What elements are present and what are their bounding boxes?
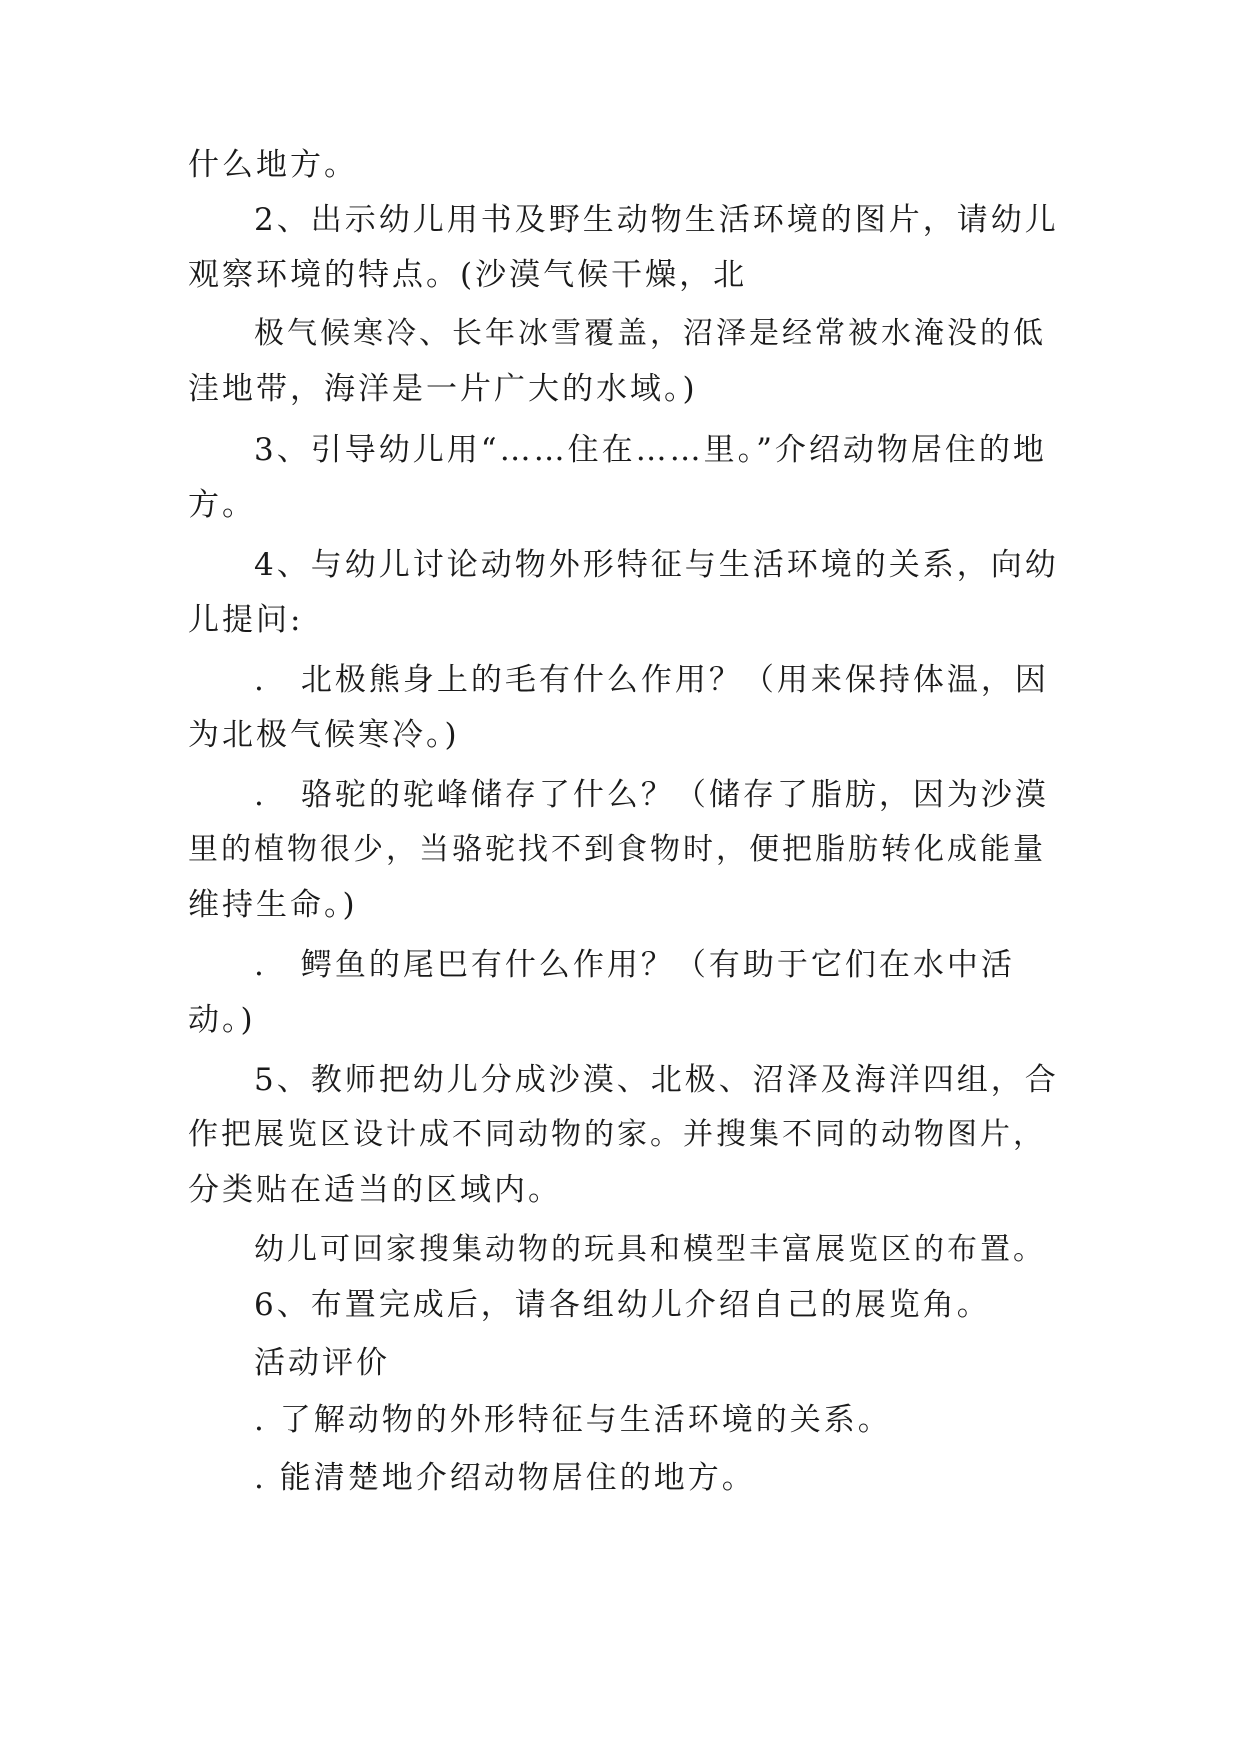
text-line: 洼地带，海洋是一片广大的水域。) <box>188 371 698 407</box>
text-line: 6、布置完成后，请各组幼儿介绍自己的展览角。 <box>254 1287 991 1323</box>
section-heading: 活动评价 <box>254 1345 390 1381</box>
text-line: . 能清楚地介绍动物居住的地方。 <box>254 1460 756 1496</box>
text-line: 里的植物很少，当骆驼找不到食物时，便把脂肪转化成能量 <box>188 832 1046 867</box>
text-line: 极气候寒冷、长年冰雪覆盖，沼泽是经常被水淹没的低 <box>254 316 1046 351</box>
text-line: 幼儿可回家搜集动物的玩具和模型丰富展览区的布置。 <box>254 1232 1046 1267</box>
text-line: 什么地方。 <box>188 147 358 183</box>
text-line: . 北极熊身上的毛有什么作用？（用来保持体温，因 <box>254 662 1049 698</box>
text-line: . 鳄鱼的尾巴有什么作用？（有助于它们在水中活 <box>254 947 1015 983</box>
text-line: 儿提问: <box>188 602 304 638</box>
text-line: 分类贴在适当的区域内。 <box>188 1172 562 1208</box>
text-line: 4、与幼儿讨论动物外形特征与生活环境的关系，向幼 <box>254 547 1059 583</box>
text-line: 方。 <box>188 487 256 523</box>
text-line: 为北极气候寒冷。) <box>188 717 460 753</box>
text-line: 2、出示幼儿用书及野生动物生活环境的图片，请幼儿 <box>254 202 1059 238</box>
text-line: 观察环境的特点。(沙漠气候干燥，北 <box>188 257 748 293</box>
text-line: 3、引导幼儿用“……住在……里。”介绍动物居住的地 <box>254 432 1047 468</box>
text-line: 维持生命。) <box>188 887 358 923</box>
text-line: 作把展览区设计成不同动物的家。并搜集不同的动物图片， <box>188 1117 1046 1152</box>
text-line: . 了解动物的外形特征与生活环境的关系。 <box>254 1402 892 1438</box>
text-line: 动。) <box>188 1002 256 1038</box>
text-line: . 骆驼的驼峰储存了什么？（储存了脂肪，因为沙漠 <box>254 777 1049 813</box>
text-line: 5、教师把幼儿分成沙漠、北极、沼泽及海洋四组，合 <box>254 1062 1059 1098</box>
